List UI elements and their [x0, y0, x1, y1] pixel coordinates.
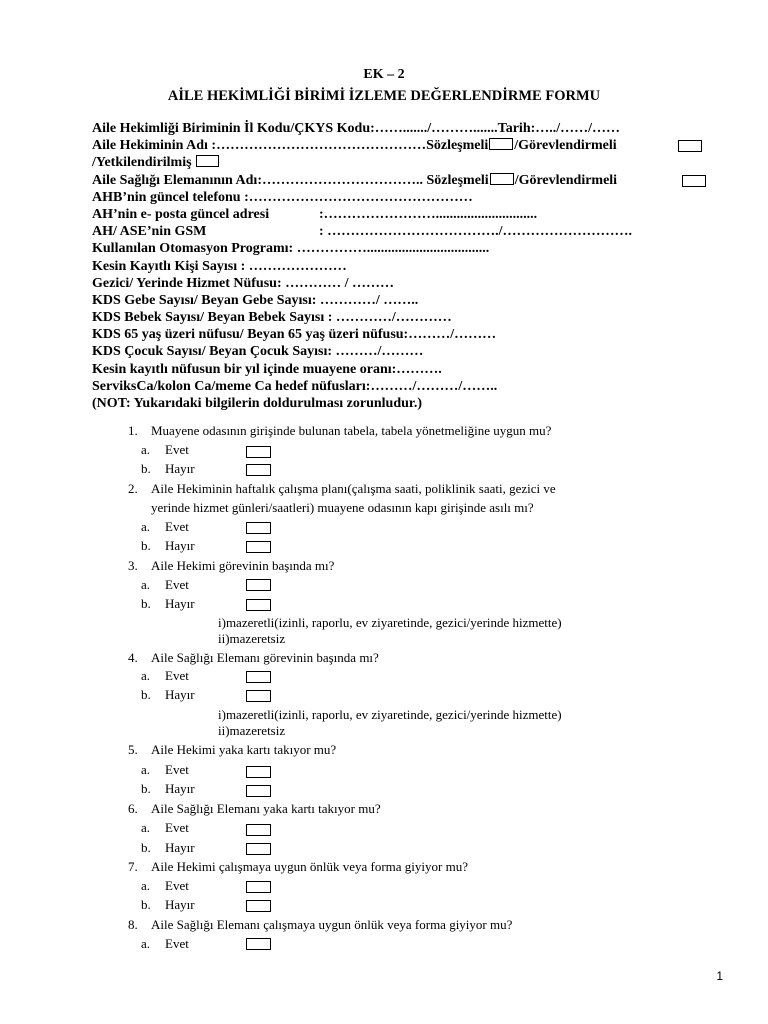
assigned-label-2: /Görevlendirmeli	[514, 172, 618, 188]
option-letter: b.	[141, 461, 151, 476]
option-letter: a.	[141, 577, 151, 592]
question-text: Aile Hekimi çalışmaya uygun önlük veya forma giyiyor mu?	[151, 859, 468, 874]
note-text: (NOT: Yukarıdaki bilgilerin doldurulması zorunludur.)	[92, 396, 422, 411]
option-evet	[141, 666, 189, 685]
header-line-5: AHB’nin güncel telefonu :…………………………………………	[92, 189, 473, 205]
header-line-14: KDS Çocuk Sayısı/ Beyan Çocuk Sayısı: ………/………	[92, 344, 424, 360]
q6-hayir-checkbox[interactable]	[246, 843, 271, 855]
option-hayir	[141, 779, 195, 798]
option-letter: a.	[141, 878, 151, 893]
question-2	[128, 479, 556, 498]
q5-evet-checkbox[interactable]	[246, 766, 271, 778]
option-evet	[141, 575, 189, 594]
question-7	[128, 857, 468, 876]
q7-evet-checkbox[interactable]	[246, 881, 271, 893]
option-label: Evet	[165, 936, 189, 951]
sub-option-unexcused: ii)mazeretsiz	[218, 723, 286, 738]
option-label: Hayır	[165, 538, 195, 553]
option-hayir	[141, 459, 195, 478]
question-text: Muayene odasının girişinde bulunan tabela, tabela yönetmeliğine uygun mu?	[151, 423, 552, 438]
option-letter: b.	[141, 840, 151, 855]
option-hayir	[141, 685, 195, 704]
question-number: 1.	[128, 423, 138, 438]
header-line-9: Kesin Kayıtlı Kişi Sayısı : …………………	[92, 258, 347, 274]
question-8	[128, 915, 512, 934]
option-letter: a.	[141, 762, 151, 777]
authorized-label-1: /Yetkilendirilmiş	[92, 155, 192, 171]
option-label: Evet	[165, 577, 189, 592]
q5-hayir-checkbox[interactable]	[246, 785, 271, 797]
option-evet	[141, 440, 189, 459]
option-letter: b.	[141, 538, 151, 553]
option-evet	[141, 517, 189, 536]
page-number: 1	[716, 969, 723, 983]
gsm-value: : ………………………………./……………………….	[319, 224, 633, 240]
email-value: :…………………….............................	[319, 206, 538, 222]
q1-hayir-checkbox[interactable]	[246, 464, 271, 476]
option-letter: a.	[141, 668, 151, 683]
option-letter: a.	[141, 820, 151, 835]
option-label: Evet	[165, 762, 189, 777]
question-number: 6.	[128, 801, 138, 816]
question-text: Aile Sağlığı Elemanı görevinin başında mı?	[151, 650, 379, 665]
question-text: Aile Sağlığı Elemanı yaka kartı takıyor mu?	[151, 801, 381, 816]
option-evet	[141, 818, 189, 837]
question-number: 7.	[128, 859, 138, 874]
sub-option-excused: i)mazeretli(izinli, raporlu, ev ziyaretinde, gezici/yerinde hizmette)	[218, 615, 562, 630]
option-letter: a.	[141, 442, 151, 457]
option-label: Hayır	[165, 687, 195, 702]
q8-evet-checkbox[interactable]	[246, 938, 271, 950]
header-line-13: KDS 65 yaş üzeri nüfusu/ Beyan 65 yaş üzeri nüfusu:………/………	[92, 327, 497, 343]
question-3	[128, 556, 334, 575]
header-line-15: Kesin kayıtlı nüfusun bir yıl içinde muayene oranı:……….	[92, 361, 442, 377]
sub-option-unexcused: ii)mazeretsiz	[218, 631, 286, 646]
header-line-12: KDS Bebek Sayısı/ Beyan Bebek Sayısı : …………/…………	[92, 310, 452, 326]
question-2-continued: yerinde hizmet günleri/saatleri) muayene odasının kapı girişinde asılı mı?	[151, 500, 534, 515]
question-4	[128, 648, 379, 667]
form-code: EK – 2	[363, 67, 405, 82]
option-letter: a.	[141, 936, 151, 951]
option-label: Evet	[165, 442, 189, 457]
q6-evet-checkbox[interactable]	[246, 824, 271, 836]
option-label: Evet	[165, 820, 189, 835]
option-letter: b.	[141, 897, 151, 912]
header-line-8: Kullanılan Otomasyon Programı: ……………...................................	[92, 241, 490, 257]
family-physician-name-label: Aile Hekiminin Adı :………………………………………Sözleşmeli	[92, 138, 489, 154]
question-number: 8.	[128, 917, 138, 932]
question-number: 4.	[128, 650, 138, 665]
email-label: AH’nin e- posta güncel adresi	[92, 206, 270, 222]
option-hayir	[141, 838, 195, 857]
option-evet	[141, 876, 189, 895]
header-line-10: Gezici/ Yerinde Hizmet Nüfusu: ………… / ………	[92, 275, 395, 291]
option-label: Evet	[165, 878, 189, 893]
option-letter: b.	[141, 687, 151, 702]
header-line-11: KDS Gebe Sayısı/ Beyan Gebe Sayısı: …………/ ……..	[92, 292, 419, 308]
question-text: Aile Hekiminin haftalık çalışma planı(çalışma saati, poliklinik saati, gezici ve	[151, 481, 556, 496]
option-evet	[141, 760, 189, 779]
option-label: Hayır	[165, 781, 195, 796]
question-6	[128, 799, 381, 818]
q7-hayir-checkbox[interactable]	[246, 900, 271, 912]
form-title: AİLE HEKİMLİĞİ BİRİMİ İZLEME DEĞERLENDİRME FORMU	[167, 88, 601, 104]
option-label: Hayır	[165, 897, 195, 912]
option-hayir	[141, 895, 195, 914]
q4-hayir-checkbox[interactable]	[246, 690, 271, 702]
health-staff-name-label: Aile Sağlığı Elemanının Adı:…………………………….. Sözleşmeli	[92, 172, 489, 188]
option-evet	[141, 934, 189, 953]
q2-evet-checkbox[interactable]	[246, 522, 271, 534]
option-letter: a.	[141, 519, 151, 534]
header-line-16: ServiksCa/kolon Ca/meme Ca hedef nüfusları:………/………/……..	[92, 378, 498, 394]
question-text: Aile Hekimi yaka kartı takıyor mu?	[151, 742, 337, 757]
option-label: Evet	[165, 668, 189, 683]
question-text: Aile Hekimi görevinin başında mı?	[151, 558, 335, 573]
q1-evet-checkbox[interactable]	[246, 446, 271, 458]
question-number: 2.	[128, 481, 138, 496]
sub-option-excused: i)mazeretli(izinli, raporlu, ev ziyaretinde, gezici/yerinde hizmette)	[218, 707, 562, 722]
option-label: Evet	[165, 519, 189, 534]
assigned-label-1: /Görevlendirmeli	[514, 138, 617, 154]
question-number: 3.	[128, 558, 138, 573]
gsm-label: AH/ ASE’nin GSM	[92, 224, 207, 240]
option-hayir	[141, 594, 195, 613]
option-label: Hayır	[165, 840, 195, 855]
question-text: Aile Sağlığı Elemanı çalışmaya uygun önlük veya forma giyiyor mu?	[151, 917, 513, 932]
option-letter: b.	[141, 781, 151, 796]
header-line-1: Aile Hekimliği Biriminin İl Kodu/ÇKYS Kodu:……......./……….......Tarih:…../……/……	[92, 121, 621, 136]
q3-evet-checkbox[interactable]	[246, 579, 271, 591]
question-5	[128, 740, 336, 759]
q2-hayir-checkbox[interactable]	[246, 541, 271, 553]
option-label: Hayır	[165, 596, 195, 611]
question-number: 5.	[128, 742, 138, 757]
option-hayir	[141, 536, 195, 555]
q3-hayir-checkbox[interactable]	[246, 599, 271, 611]
question-1	[128, 421, 551, 440]
option-letter: b.	[141, 596, 151, 611]
option-label: Hayır	[165, 461, 195, 476]
q4-evet-checkbox[interactable]	[246, 671, 271, 683]
